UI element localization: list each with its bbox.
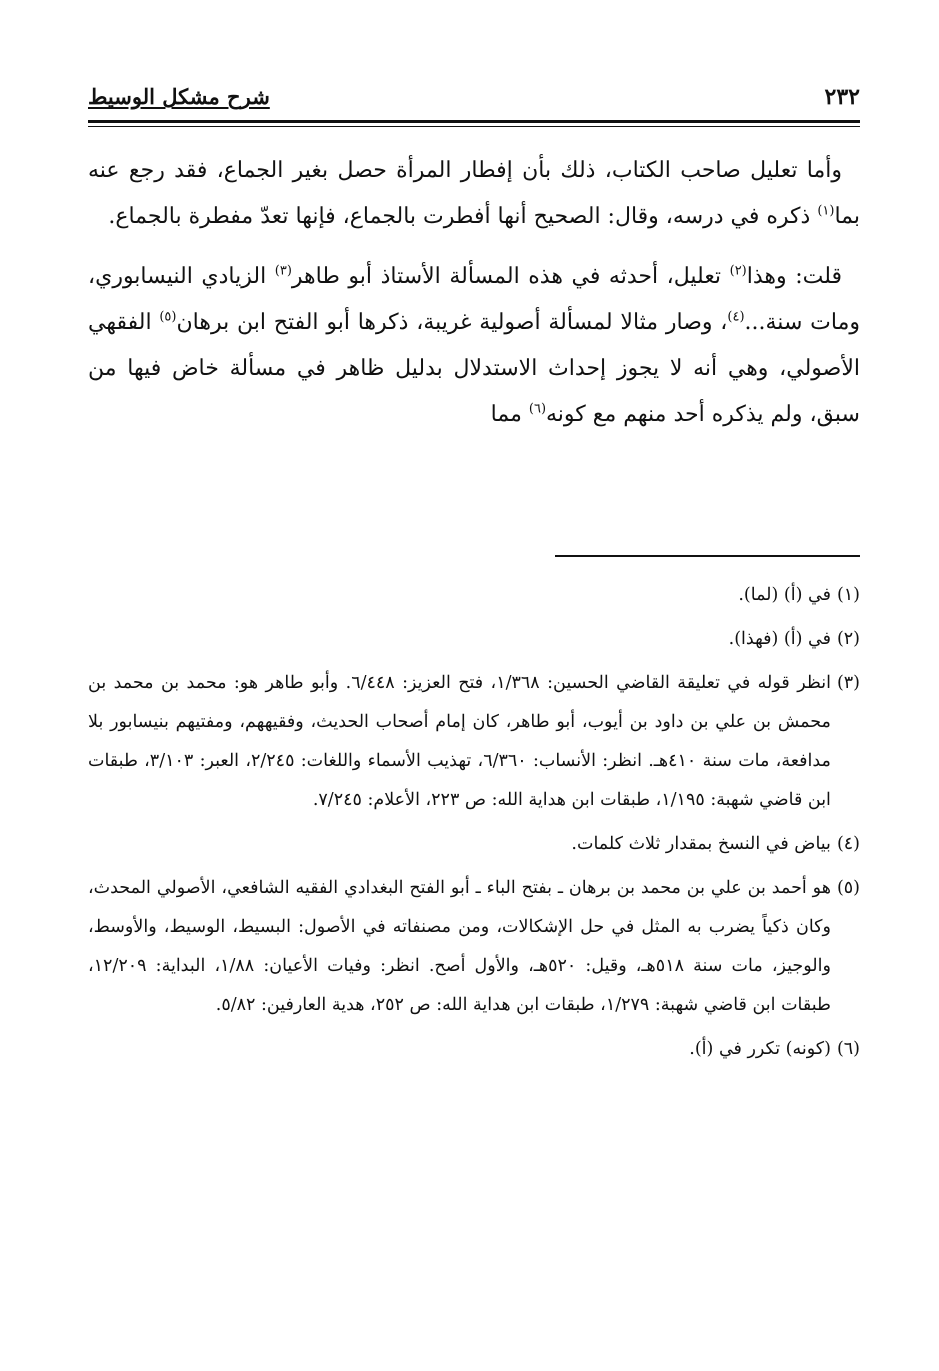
footnote-number: (٢) bbox=[836, 629, 860, 649]
text-run: مما bbox=[490, 402, 529, 427]
footnote-ref-1: (١) bbox=[817, 203, 835, 219]
header-rule-thin bbox=[88, 126, 860, 127]
running-title: شرح مشكل الوسيط bbox=[88, 84, 270, 109]
footnote-text: في (أ) (لما). bbox=[738, 585, 831, 605]
footnote bbox=[88, 664, 860, 820]
page-number: ٢٣٢ bbox=[824, 84, 860, 110]
footnote-text: (كونه) تكرر في (أ). bbox=[689, 1039, 831, 1059]
footnote-ref-5: (٥) bbox=[159, 309, 177, 325]
footnote bbox=[88, 869, 860, 1025]
text-run: تعليل، أحدثه في هذه المسألة الأستاذ أبو طاهر bbox=[291, 264, 730, 289]
footnote-ref-3: (٣) bbox=[274, 263, 292, 279]
footnote-number: (٥) bbox=[836, 878, 860, 898]
text-run: قلت: وهذا bbox=[746, 264, 843, 289]
text-run: الفقهي الأصولي، وهي أنه لا يجوز إحداث الاستدلال بدليل ظاهر في مسألة خاض فيها من سبق، ولم يذكره أحد منهم مع كونه bbox=[88, 310, 860, 427]
footnote-ref-2: (٢) bbox=[729, 263, 747, 279]
footnote-text: في (أ) (فهذا). bbox=[728, 629, 831, 649]
header-rule bbox=[88, 120, 860, 123]
footnote-text: انظر قوله في تعليقة القاضي الحسين: ١/٣٦٨، فتح العزيز: ٦/٤٤٨. وأبو طاهر هو: محمد بن محمد بن محمش بن علي بن داود بن أيوب، أبو طاهر، كان إمام أصحاب الحديث، وفقيههم، ومفتيهم بنيسابور بلا مدافعة، مات سنة ٤١٠هـ. انظر: الأنساب: ٦/٣٦٠، تهذيب الأسماء واللغات: ٢/٢٤٥، العبر: ٣/١٠٣، طبقات ابن قاضي شهبة: ١/١٩٥، طبقات ابن هداية الله: ص ٢٢٣، الأعلام: ٧/٢٤٥. bbox=[88, 673, 831, 810]
footnote-text: بياض في النسخ بمقدار ثلاث كلمات. bbox=[571, 834, 831, 854]
footnote-separator bbox=[555, 555, 860, 557]
footnote bbox=[88, 825, 860, 864]
footnote-number: (٤) bbox=[836, 834, 860, 854]
page-header bbox=[88, 84, 860, 118]
main-text bbox=[88, 148, 860, 452]
text-run: ، وصار مثالا لمسألة أصولية غريبة، ذكرها أبو الفتح ابن برهان bbox=[176, 310, 728, 335]
paragraph-2 bbox=[88, 254, 860, 438]
footnote-number: (١) bbox=[836, 585, 860, 605]
text-run: وأما تعليل صاحب الكتاب، ذلك بأن إفطار المرأة حصل بغير الجماع، فقد رجع عنه بما bbox=[88, 158, 860, 229]
footnote-ref-6: (٦) bbox=[528, 401, 547, 417]
footnote-number: (٦) bbox=[836, 1039, 860, 1059]
footnote-text: هو أحمد بن علي بن محمد بن برهان ـ بفتح الباء ـ أبو الفتح البغدادي الفقيه الشافعي، الأصولي المحدث، وكان ذكياً يضرب به المثل في حل الإشكالات، ومن مصنفاته في الأصول: البسيط، الوسيط، والأوسط، والوجيز، مات سنة ٥١٨هـ، وقيل: ٥٢٠هـ، والأول أصح. انظر: وفيات الأعيان: ١/٨٨، البداية: ١٢/٢٠٩، طبقات ابن قاضي شهبة: ١/٢٧٩، طبقات ابن هداية الله: ص ٢٥٢، هدية العارفين: ٥/٨٢. bbox=[88, 878, 831, 1015]
footnote-number: (٣) bbox=[836, 673, 860, 693]
footnotes bbox=[88, 576, 860, 1074]
footnote bbox=[88, 576, 860, 615]
footnote-ref-4: (٤) bbox=[727, 309, 745, 325]
text-run: ذكره في درسه، وقال: الصحيح أنها أفطرت بالجماع، فإنها تعدّ مفطرة بالجماع. bbox=[108, 204, 818, 229]
paragraph-1 bbox=[88, 148, 860, 240]
footnote bbox=[88, 1030, 860, 1069]
text-run: الزيادي النيسابوري، ومات سنة... bbox=[88, 264, 860, 335]
footnote bbox=[88, 620, 860, 659]
